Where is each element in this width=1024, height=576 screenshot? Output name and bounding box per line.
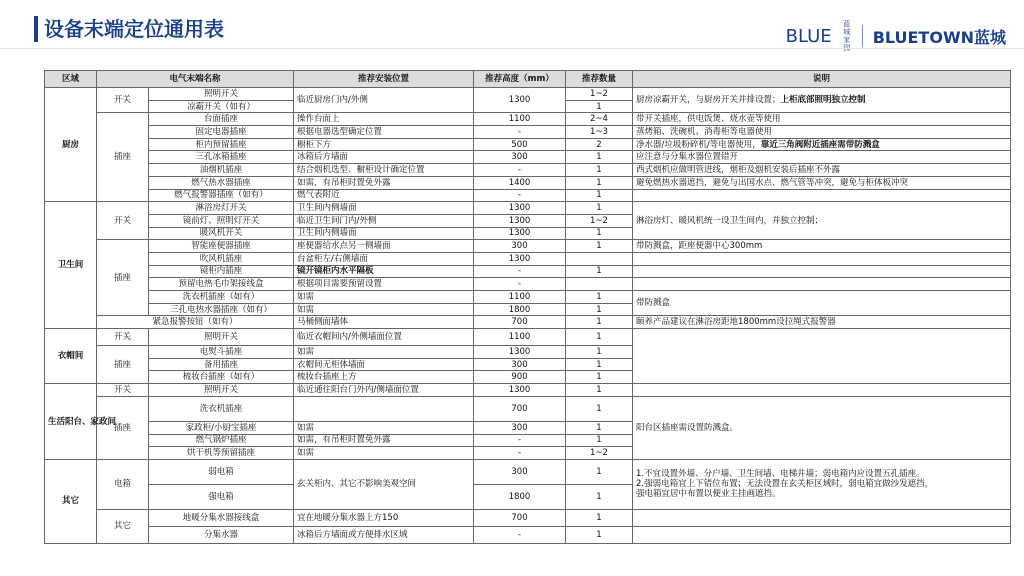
note-bold: 靠近三角阀附近插座需带防溅盒 (760, 139, 880, 150)
item-name: 照明开关 (149, 329, 294, 346)
group-box: 电箱 (97, 459, 149, 509)
note-line: 2.强弱电箱宜上下错位布置；无法设置在玄关柜区域时，弱电箱宜做沙发遮挡， (636, 479, 934, 490)
item-qty: 1 (566, 459, 633, 484)
group-socket: 插座 (97, 396, 149, 459)
item-qty: 1 (566, 421, 633, 434)
header-height: 推荐高度（mm） (474, 71, 566, 88)
item-name: 镜前灯、照明灯开关 (149, 214, 294, 227)
item-qty: 1 (566, 346, 633, 359)
item-location: 冰箱后方墙面或方便排水区域 (294, 526, 474, 543)
item-name: 紧急报警按钮（如有） (97, 316, 294, 329)
table-row (45, 202, 1011, 215)
item-location: 临近卫生间门内/外侧 (294, 214, 474, 227)
item-location: 座便器给水点另一侧墙面 (294, 240, 474, 253)
item-name: 燃气锅炉插座 (149, 434, 294, 447)
item-qty: 1 (566, 526, 633, 543)
item-name: 燃气报警器插座（如有） (149, 189, 294, 202)
item-height: - (474, 278, 566, 291)
item-name: 梳妆台插座（如有） (149, 371, 294, 384)
item-height: 300 (474, 421, 566, 434)
item-qty: 1 (566, 189, 633, 202)
header-note: 说明 (633, 71, 1011, 88)
item-name: 台面插座 (149, 113, 294, 126)
area-cloakroom: 衣帽间 (45, 329, 97, 384)
item-location: 冰箱后方墙面 (294, 151, 474, 164)
item-qty: 1 (566, 316, 633, 329)
item-height: 300 (474, 240, 566, 253)
table-row (45, 126, 1011, 139)
bluetown-logo: BLUETOWN蓝城 (872, 27, 1006, 47)
item-qty: 2 (566, 138, 633, 151)
item-location: 如需，有吊柜时置免外露 (294, 176, 474, 189)
item-location: 衣帽间无柜体墙面 (294, 358, 474, 371)
item-name: 电熨斗插座 (149, 346, 294, 359)
item-location: 卫生间内侧墙面 (294, 202, 474, 215)
note-bold: 上柜底部照明独立控制 (780, 95, 866, 106)
item-name: 地暖分集水器接线盒 (149, 509, 294, 526)
item-name: 油烟机插座 (149, 164, 294, 177)
item-qty: 1 (566, 151, 633, 164)
title-accent (34, 16, 38, 42)
item-height: 1100 (474, 329, 566, 346)
group-switch: 开关 (97, 384, 149, 397)
item-height: 1800 (474, 484, 566, 509)
blue-logo-subtitle: 蓝城家园 (843, 20, 851, 52)
item-name: 洗衣机插座（如有） (149, 291, 294, 304)
item-qty: 1~2 (566, 214, 633, 227)
item-location: 宜在地暖分集水器上方150 (294, 509, 474, 526)
item-name: 家政柜/小厨宝插座 (149, 421, 294, 434)
item-name: 固定电器插座 (149, 126, 294, 139)
item-location: 梳妆台插座上方 (294, 371, 474, 384)
item-qty: 2~4 (566, 113, 633, 126)
item-note: 西式烟机应做明管进线，烟柜及烟机安装后插座不外露 (633, 164, 1011, 177)
table-row (45, 252, 1011, 265)
item-note: 带防溅盒，距座便器中心300mm (633, 240, 1011, 253)
table-row (45, 189, 1011, 202)
note-line: 强电箱宜居中布置以便业主挂画遮挡。 (636, 489, 781, 500)
item-location: 如需 (294, 303, 474, 316)
item-name: 暖风机开关 (149, 227, 294, 240)
item-note (633, 329, 1011, 384)
table-row (45, 278, 1011, 291)
item-height: - (474, 526, 566, 543)
item-location: 临近衣帽间内/外侧墙面位置 (294, 329, 474, 346)
table-row (45, 138, 1011, 151)
item-name: 柜内预留插座 (149, 138, 294, 151)
item-name: 照明开关 (149, 88, 294, 101)
item-height: 300 (474, 151, 566, 164)
group-switch: 开关 (97, 329, 149, 346)
item-qty: 1 (566, 176, 633, 189)
table-row (45, 396, 1011, 421)
device-location-table (44, 70, 1011, 544)
item-location: 卫生间内侧墙面 (294, 227, 474, 240)
group-other: 其它 (97, 509, 149, 543)
note-text: 厨房凉霸开关，与厨房开关并排设置； (636, 95, 781, 106)
table-row (45, 176, 1011, 189)
item-qty: 1~2 (566, 447, 633, 460)
item-note (633, 88, 1011, 113)
item-location (294, 396, 474, 421)
item-height: 700 (474, 396, 566, 421)
table-header-row (45, 71, 1011, 88)
item-location: 马桶侧面墙体 (294, 316, 474, 329)
item-note (633, 384, 1011, 397)
table-row (45, 164, 1011, 177)
item-location: 如需 (294, 447, 474, 460)
area-balcony: 生活阳台、家政间 (45, 384, 97, 460)
item-note: 阳台区插座需设置防溅盒。 (633, 396, 1011, 459)
group-socket: 插座 (97, 346, 149, 384)
item-location: 如需 (294, 291, 474, 304)
area-bathroom: 卫生间 (45, 202, 97, 329)
item-height: 900 (474, 371, 566, 384)
item-note: 蒸烤箱、洗碗机、消毒柜等电器使用 (633, 126, 1011, 139)
item-qty: 1 (566, 396, 633, 421)
item-note (633, 265, 1011, 278)
table-row (45, 316, 1011, 329)
item-qty: 1 (566, 358, 633, 371)
item-note (633, 138, 1011, 151)
table-row (45, 88, 1011, 101)
item-location: 台盆柜左/右侧墙面 (294, 252, 474, 265)
item-note (633, 509, 1011, 526)
table-row (45, 329, 1011, 346)
item-height: 1800 (474, 303, 566, 316)
item-height: 500 (474, 138, 566, 151)
group-socket: 插座 (97, 240, 149, 316)
item-height: 1400 (474, 176, 566, 189)
item-name: 强电箱 (149, 484, 294, 509)
blue-logo: BLUE (785, 25, 832, 47)
item-location: 如需 (294, 421, 474, 434)
header-rule (0, 48, 1024, 49)
item-height: 1300 (474, 88, 566, 113)
item-height: 1100 (474, 113, 566, 126)
item-height: 1300 (474, 214, 566, 227)
item-name: 智能座便器插座 (149, 240, 294, 253)
item-qty: 1 (566, 202, 633, 215)
item-location: 镜开镜柜内水平隔板 (294, 265, 474, 278)
table-row (45, 291, 1011, 304)
item-qty: 1 (566, 265, 633, 278)
item-height: 1300 (474, 202, 566, 215)
item-qty: 1 (566, 240, 633, 253)
item-qty (566, 252, 633, 265)
item-height: 1100 (474, 291, 566, 304)
header-name: 电气末端名称 (97, 71, 294, 88)
item-location: 根据项目需要预留设置 (294, 278, 474, 291)
item-location: 根据电器选型确定位置 (294, 126, 474, 139)
item-name: 备用插座 (149, 358, 294, 371)
table-row (45, 526, 1011, 543)
item-qty: 1 (566, 509, 633, 526)
page-title: 设备末端定位通用表 (44, 17, 224, 41)
item-location: 操作台面上 (294, 113, 474, 126)
item-name: 凉霸开关（如有） (149, 100, 294, 113)
item-location: 玄关柜内、其它不影响美观空间 (294, 459, 474, 509)
item-note: 应注意与分集水器位置错开 (633, 151, 1011, 164)
table-row (45, 384, 1011, 397)
item-name: 烘干机等预留插座 (149, 447, 294, 460)
item-qty: 1 (566, 329, 633, 346)
table-row (45, 113, 1011, 126)
item-note: 带防溅盒 (633, 291, 1011, 316)
area-other: 其它 (45, 459, 97, 543)
item-name: 燃气热水器插座 (149, 176, 294, 189)
table-row (45, 509, 1011, 526)
item-name: 三孔冰箱插座 (149, 151, 294, 164)
item-height: - (474, 434, 566, 447)
item-name: 预留电热毛巾架接线盒 (149, 278, 294, 291)
item-qty: 1 (566, 484, 633, 509)
item-name: 照明开关 (149, 384, 294, 397)
item-name: 吹风机插座 (149, 252, 294, 265)
item-name: 镜柜内插座 (149, 265, 294, 278)
table-row (45, 265, 1011, 278)
note-line: 1.不宜设置外墙、分户墙、卫生间墙、电梯井墙；弱电箱内应设置五孔插座。 (636, 469, 925, 480)
item-height: 1300 (474, 384, 566, 397)
item-name: 洗衣机插座 (149, 396, 294, 421)
header-area: 区域 (45, 71, 97, 88)
item-location: 临近通往阳台门外内/侧墙面位置 (294, 384, 474, 397)
item-height: 300 (474, 459, 566, 484)
item-note (633, 278, 1011, 291)
table-row (45, 459, 1011, 484)
item-name: 淋浴房灯开关 (149, 202, 294, 215)
group-socket: 插座 (97, 113, 149, 202)
item-qty: 1 (566, 384, 633, 397)
item-note: 颐养产品建议在淋浴房距地1800mm设拉绳式报警器 (633, 316, 1011, 329)
item-location: 橱柜下方 (294, 138, 474, 151)
item-height: 300 (474, 358, 566, 371)
item-note (633, 526, 1011, 543)
item-qty: 1 (566, 434, 633, 447)
item-location: 结合烟机选型、橱柜设计确定位置 (294, 164, 474, 177)
note-text: 净水器/垃圾粉碎机/等电器使用， (636, 139, 761, 150)
item-name: 三孔电热水器插座（如有） (149, 303, 294, 316)
item-note (633, 189, 1011, 202)
area-kitchen: 厨房 (45, 88, 97, 202)
group-switch: 开关 (97, 202, 149, 240)
group-switch: 开关 (97, 88, 149, 113)
item-qty: 1 (566, 303, 633, 316)
item-height: - (474, 447, 566, 460)
table-row (45, 151, 1011, 164)
item-qty (566, 278, 633, 291)
item-height: 1300 (474, 227, 566, 240)
item-location: 如需，有吊柜时置免外露 (294, 434, 474, 447)
item-height: - (474, 164, 566, 177)
item-qty: 1 (566, 100, 633, 113)
item-name: 分集水器 (149, 526, 294, 543)
item-height: 1300 (474, 252, 566, 265)
item-note: 避免燃热水器遮挡，避免与出国水点、燃气管等冲突，避免与柜体板冲突 (633, 176, 1011, 189)
item-height: 700 (474, 316, 566, 329)
item-note (633, 459, 1011, 509)
item-height: 1300 (474, 346, 566, 359)
item-height: - (474, 265, 566, 278)
table-row (45, 240, 1011, 253)
item-location: 燃气表附近 (294, 189, 474, 202)
item-height: - (474, 189, 566, 202)
item-qty: 1~3 (566, 126, 633, 139)
header-bar (0, 0, 1024, 52)
item-qty: 1 (566, 371, 633, 384)
item-note: 淋浴房灯、暖风机统一设卫生间内，并独立控制； (633, 202, 1011, 240)
item-height: 700 (474, 509, 566, 526)
header-location: 推荐安装位置 (294, 71, 474, 88)
item-location: 如需 (294, 346, 474, 359)
item-height: - (474, 126, 566, 139)
item-name: 弱电箱 (149, 459, 294, 484)
item-qty: 1 (566, 227, 633, 240)
item-qty: 1~2 (566, 88, 633, 101)
item-note: 带开关插座，供电饭煲、烧水壶等使用 (633, 113, 1011, 126)
logo-divider (862, 25, 863, 47)
item-note (633, 252, 1011, 265)
item-qty: 1 (566, 164, 633, 177)
item-location: 临近厨房门内/外侧 (294, 88, 474, 113)
header-qty: 推荐数量 (566, 71, 633, 88)
item-qty: 1 (566, 291, 633, 304)
